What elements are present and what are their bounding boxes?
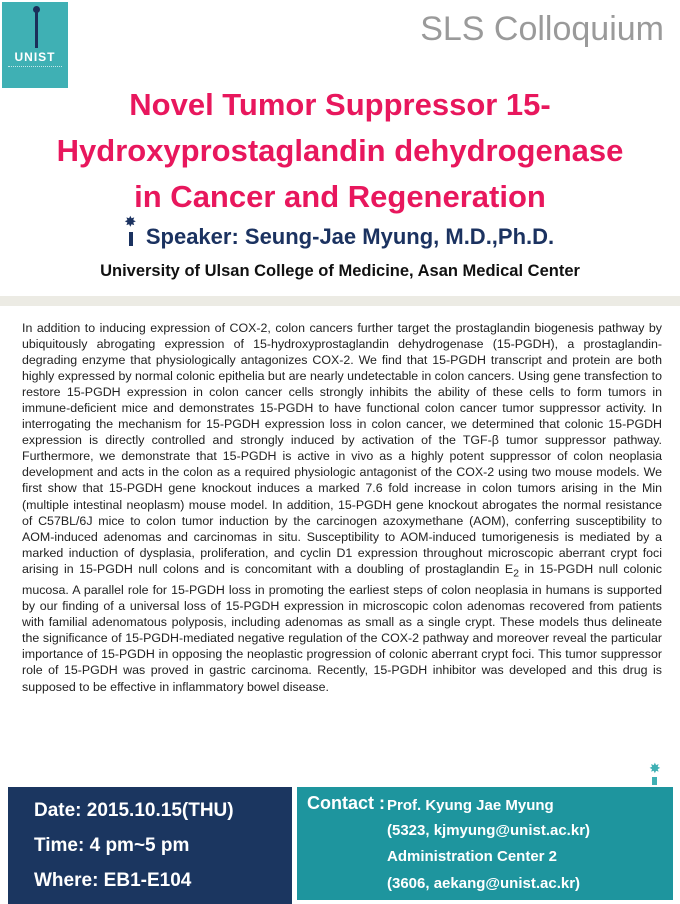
event-location: Where: EB1-E104 [34,870,192,891]
logo-text: UNIST [14,50,56,64]
talk-title [0,82,680,220]
star-i-icon: ✸ [126,222,136,246]
speaker [0,214,680,250]
abstract-text: In addition to inducing expression of COX-2, colon cancers further target the prostaglandin biogenesis pathway by ubiquitously abrogating expression of 15-hydroxyprostaglandin dehydrogenase (15-PGDH), a prostaglandin-degrading enzyme that physiologically antagonizes COX-2. We find that 15-PGDH transcript and protein are both highly expressed by normal colonic epithelia but are nearly undetectable in colon cancers. Using gene transfection to restore 15-PGDH expression in colon cancer cells strongly inhibits the ability of these cells to form tumors in immune-deficient mice and demonstrates 15-PGDH to have functional colon cancer tumor suppressor activity. In interrogating the mechanism for 15-PGDH expression loss in colon cancer, we determined that colonic 15-PGDH expression is directly controlled and strongly induced by activation of the TGF-β tumor suppressor pathway. Furthermore, we demonstrate that 15-PGDH is active in vivo as a highly potent suppressor of colon neoplasia development and acts in the colon as a required physiologic antagonist of the COX-2 using two mouse models. We first show that 15-PGDH gene knockout induces a marked 7.6 fold increase in colon tumors arising in the Min (multiple intestinal neoplasm) mouse model. In addition, 15-PGDH gene knockout abrogates the normal resistance of C57BL/6J mice to colon tumor induction by the carcinogen azoxymethane (AOM), conferring susceptibility to AOM-induced adenomas and carcinomas in situ. Susceptibility to AOM-induced tumorigenesis is mediated by a marked induction of dysplasia, proliferation, and cyclin D1 expression throughout microscopic aberrant crypt foci arising in 15-PGDH null colons and is concomitant with a doubling of prostaglandin E [22,321,662,576]
contact-line: (3606, aekang@unist.ac.kr) [387,875,581,892]
speaker-affiliation: University of Ulsan College of Medicine, Asan Medical Center [100,262,580,280]
divider [0,296,680,306]
contact-line: (5323, kjmyung@unist.ac.kr) [387,822,591,839]
title-line: in Cancer and Regeneration [134,179,546,214]
event-date: Date: 2015.10.15(THU) [34,800,234,821]
abstract [22,320,662,695]
event-info [8,787,292,904]
contact-label: Contact : [307,793,385,813]
title-line: Hydroxyprostaglandin dehydrogenase [56,133,624,168]
contact-line: Administration Center 2 [387,848,558,865]
speaker-name: Speaker: Seung-Jae Myung, M.D.,Ph.D. [145,224,555,249]
colloquium-label: SLS Colloquium [420,10,664,48]
contact-info [297,787,673,900]
subscript: 2 [513,568,519,580]
abstract-text: in 15-PGDH null colonic mucosa. A parallel role for 15-PGDH loss in promoting the earliest steps of colon neoplasia in humans is supported by our finding of a universal loss of 15-PGDH expression in microscopic colon adenomas recovered from patients with familial adenomatous polyposis, including adenomas as small as a single crypt. These models thus delineate the significance of 15-PGDH-mediated negative regulation of the COX-2 pathway and moreover reveal the particular importance of 15-PGDH in opposing the neoplastic progression of colonic aberrant crypt foci. This tumor suppressor role of 15-PGDH was proved in gastric carcinoma. Recently, 15-PGDH inhibitor was developed and this drug is supposed to be effective in inflammatory bowel disease. [22,561,662,694]
star-icon: ✸ [649,760,661,777]
title-line: Novel Tumor Suppressor 15- [129,87,551,122]
contact-line: Prof. Kyung Jae Myung [387,797,554,814]
event-time: Time: 4 pm~5 pm [34,835,190,856]
unist-logo [2,2,68,88]
